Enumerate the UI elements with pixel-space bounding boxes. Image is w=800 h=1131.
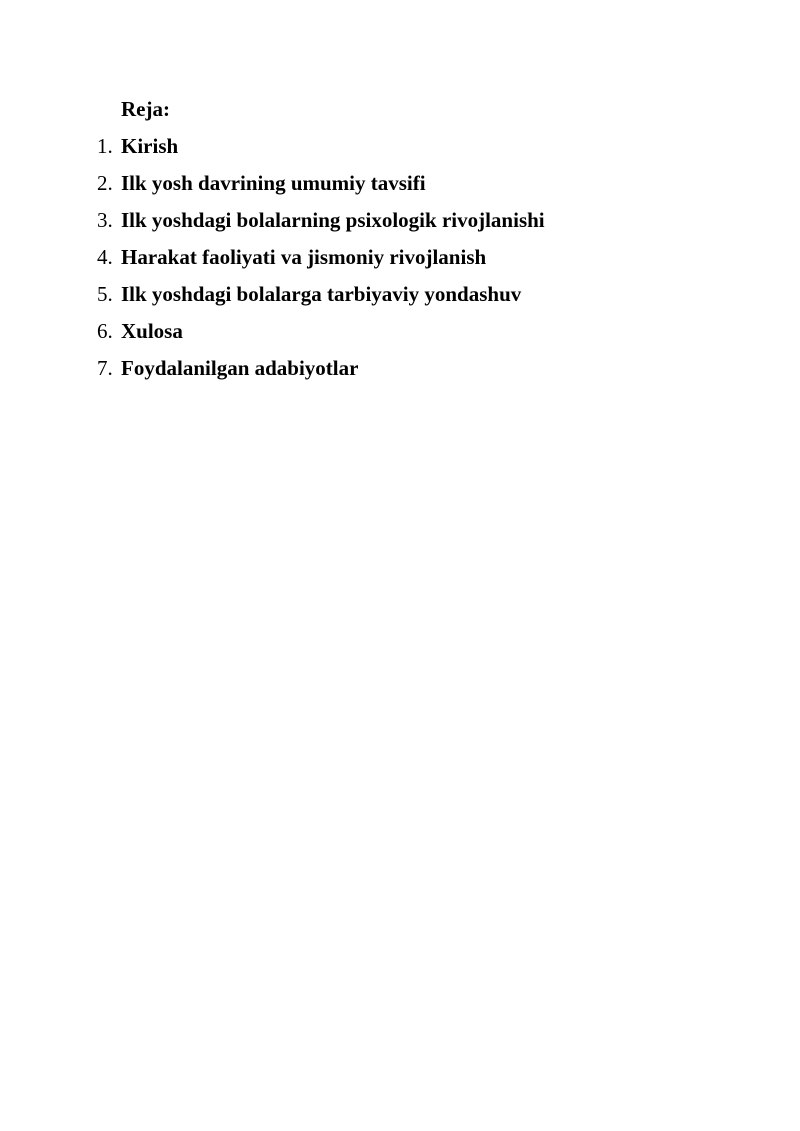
- list-item-number: 3.: [97, 208, 113, 232]
- list-item-text: Foydalanilgan adabiyotlar: [121, 356, 359, 380]
- list-item-number: 2.: [97, 171, 113, 195]
- list-item-text: Xulosa: [121, 319, 183, 343]
- list-item-number: 1.: [97, 134, 113, 158]
- list-item-number: 7.: [97, 356, 113, 380]
- list-item-text: Ilk yoshdagi bolalarga tarbiyaviy yondashuv: [121, 282, 522, 306]
- list-item-number: 6.: [97, 319, 113, 343]
- list-item-number: 5.: [97, 282, 113, 306]
- list-item-text: Harakat faoliyati va jismoniy rivojlanish: [121, 245, 487, 269]
- list-item-text: Ilk yosh davrining umumiy tavsifi: [121, 171, 426, 195]
- list-item-text: Kirish: [121, 134, 179, 158]
- plan-title: Reja:: [121, 97, 170, 121]
- list-item-number: 4.: [97, 245, 113, 269]
- list-item-text: Ilk yoshdagi bolalarning psixologik rivojlanishi: [121, 208, 545, 232]
